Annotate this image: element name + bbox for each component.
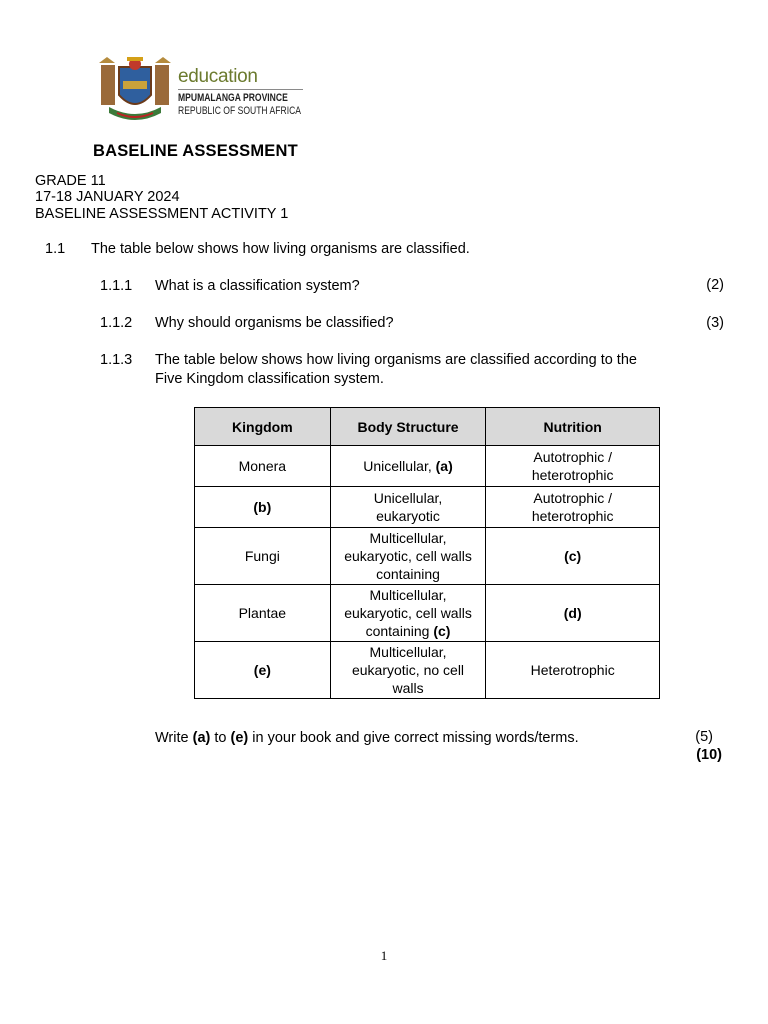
- question-number: 1.1.2: [100, 315, 133, 331]
- nutrition-value: Autotrophic /: [533, 449, 612, 465]
- kingdom-cell: [195, 487, 331, 528]
- question-number: 1.1.3: [100, 352, 133, 368]
- body-structure-value: walls: [392, 680, 424, 696]
- body-structure-cell: [330, 487, 486, 528]
- body-structure-value: Multicellular,: [369, 530, 447, 546]
- blank-label: (c): [564, 548, 582, 564]
- body-structure-value: eukaryotic, cell walls: [344, 605, 472, 621]
- blank-label: (a): [435, 458, 453, 474]
- body-structure-value: Multicellular,: [369, 587, 447, 603]
- nutrition-cell: [486, 585, 660, 642]
- column-header: Kingdom: [195, 408, 331, 446]
- instruction-part: in your book and give correct missing words/terms.: [248, 730, 579, 746]
- kingdom-value: Plantae: [238, 605, 287, 621]
- table-row: [195, 528, 660, 585]
- nutrition-cell: [486, 446, 660, 487]
- nutrition-cell: [486, 487, 660, 528]
- grade-line: GRADE 11: [35, 173, 106, 189]
- page-title: BASELINE ASSESSMENT: [93, 142, 298, 160]
- kingdom-value: Monera: [238, 458, 287, 474]
- question-text: Why should organisms be classified?: [155, 315, 394, 331]
- table-row: [195, 446, 660, 487]
- instruction-part: to: [210, 730, 231, 746]
- table-row: [195, 642, 660, 699]
- blank-label: (e): [230, 730, 249, 746]
- blank-label: (c): [433, 623, 451, 639]
- body-structure-value: containing: [376, 566, 440, 582]
- nutrition-cell: [486, 528, 660, 585]
- body-structure-value: containing: [365, 623, 434, 639]
- logo-brand-text: education: [178, 66, 258, 87]
- blank-label: (e): [253, 662, 271, 678]
- question-text-continued: Five Kingdom classification system.: [155, 371, 384, 387]
- table-header-row: [195, 408, 660, 446]
- nutrition-value: Autotrophic /: [533, 490, 612, 506]
- instruction-part: Write: [155, 730, 193, 746]
- body-structure-cell: [330, 528, 486, 585]
- department-logo: [95, 55, 310, 127]
- question-marks: (2): [706, 277, 724, 293]
- kingdom-cell: [195, 446, 331, 487]
- nutrition-value: heterotrophic: [531, 508, 614, 524]
- coat-of-arms-icon: [95, 55, 175, 127]
- nutrition-cell: [486, 642, 660, 699]
- classification-table: [194, 407, 660, 699]
- column-header: Body Structure: [330, 408, 486, 446]
- nutrition-value: Heterotrophic: [530, 662, 615, 678]
- table-row: [195, 487, 660, 528]
- instruction-text: [155, 730, 579, 747]
- kingdom-value: Fungi: [244, 548, 280, 564]
- blank-label: (d): [563, 605, 582, 621]
- page-number: 1: [380, 948, 388, 963]
- question-number: 1.1.1: [100, 278, 133, 294]
- kingdom-cell: [195, 585, 331, 642]
- body-structure-value: Unicellular,: [363, 458, 436, 474]
- kingdom-cell: [195, 528, 331, 585]
- body-structure-value: eukaryotic: [376, 508, 440, 524]
- question-marks: (5): [695, 729, 713, 745]
- date-line: 17-18 JANUARY 2024: [35, 189, 180, 205]
- table-row: [195, 585, 660, 642]
- logo-divider: [178, 89, 303, 90]
- body-structure-value: eukaryotic, cell walls: [344, 548, 472, 564]
- kingdom-cell: [195, 642, 331, 699]
- body-structure-cell: [330, 585, 486, 642]
- body-structure-cell: [330, 446, 486, 487]
- question-number: 1.1: [45, 241, 66, 257]
- column-header: Nutrition: [486, 408, 660, 446]
- question-text: What is a classification system?: [155, 278, 360, 294]
- body-structure-value: Multicellular,: [369, 644, 447, 660]
- logo-country-text: REPUBLIC OF SOUTH AFRICA: [178, 105, 302, 117]
- question-marks: (3): [706, 315, 724, 331]
- body-structure-value: Unicellular,: [373, 490, 443, 506]
- body-structure-value: eukaryotic, no cell: [351, 662, 465, 678]
- activity-line: BASELINE ASSESSMENT ACTIVITY 1: [35, 206, 289, 222]
- logo-province-text: MPUMALANGA PROVINCE: [178, 92, 288, 104]
- blank-label: (a): [192, 730, 211, 746]
- body-structure-cell: [330, 642, 486, 699]
- total-marks: (10): [696, 747, 722, 763]
- question-text: The table below shows how living organisms are classified.: [91, 241, 470, 257]
- nutrition-value: heterotrophic: [531, 467, 614, 483]
- question-text: The table below shows how living organisms are classified according to the: [155, 352, 637, 368]
- blank-label: (b): [253, 499, 272, 515]
